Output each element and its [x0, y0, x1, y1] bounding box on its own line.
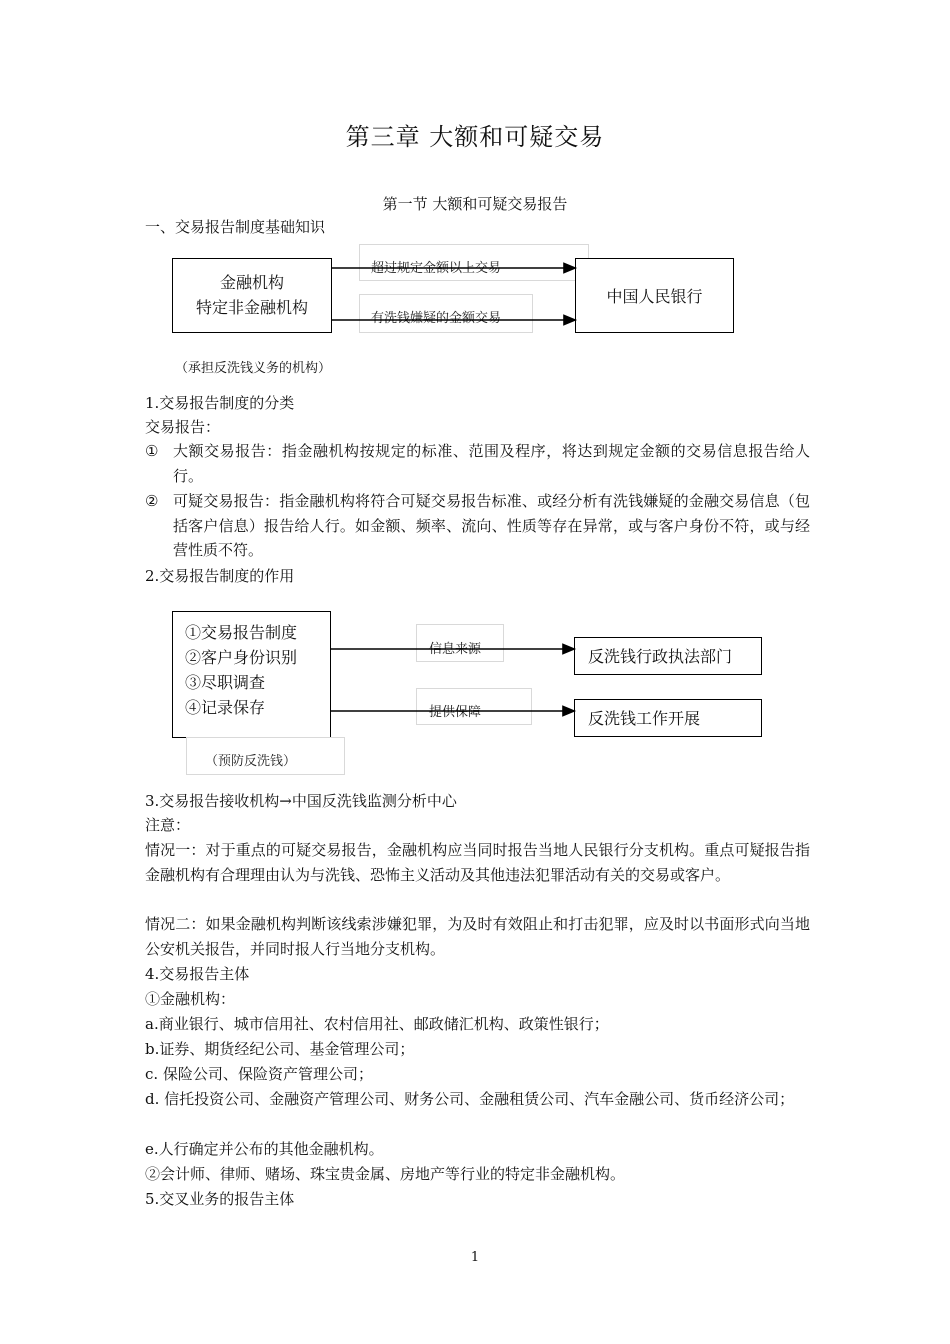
- s4-item-d: d. 信托投资公司、金融资产管理公司、财务公司、金融租赁公司、汽车金融公司、货币经济公司；: [145, 1090, 795, 1108]
- heading-basics: 一、交易报告制度基础知识: [145, 218, 326, 236]
- arrow-head: [563, 707, 574, 716]
- s3-title: 3.交易报告接收机构→中国反洗钱监测分析中心: [145, 792, 457, 810]
- s3-note: 注意：: [145, 816, 191, 834]
- s1-subtitle: 交易报告：: [145, 418, 221, 436]
- s5-title: 5.交叉业务的报告主体: [145, 1190, 295, 1208]
- arrow-label-large-amount: 超过规定金额以上交易: [359, 244, 589, 281]
- pboc-box: 中国人民银行: [575, 258, 734, 333]
- section-title: 第一节 大额和可疑交易报告: [382, 195, 568, 213]
- s4-item-b: b.证券、期货经纪公司、基金管理公司；: [145, 1040, 415, 1058]
- arrow-label-suspicious: 有洗钱嫌疑的金额交易: [359, 294, 533, 333]
- s1-title: 1.交易报告制度的分类: [145, 394, 295, 412]
- s4-item-a: a.商业银行、城市信用社、农村信用社、邮政储汇机构、政策性银行；: [145, 1015, 609, 1033]
- chapter-title: 第三章 大额和可疑交易: [345, 123, 605, 151]
- item-text: 可疑交易报告：指金融机构将符合可疑交易报告标准、或经分析有洗钱嫌疑的金融交易信息（包括客户信息）报告给人行。如金额、频率、流向、性质等存在异常，或与客户身份不符，或与经营性质不符。: [173, 492, 810, 559]
- measure-item: ①交易报告制度: [185, 623, 298, 642]
- item-number: ①: [145, 442, 159, 460]
- measure-item: ③尽职调查: [185, 673, 266, 692]
- arrow-head: [564, 316, 575, 325]
- s3-case1: 情况一：对于重点的可疑交易报告，金融机构应当同时报告当地人民银行分支机构。重点可疑报告指金融机构有合理理由认为与洗钱、恐怖主义活动及其他违法犯罪活动有关的交易或客户。: [145, 841, 810, 884]
- arrow-head: [563, 645, 574, 654]
- arrow-head: [564, 264, 575, 273]
- arrow-label-guarantee: 提供保障: [416, 688, 532, 725]
- enforcement-box: 反洗钱行政执法部门: [574, 637, 762, 675]
- aml-work-box: 反洗钱工作开展: [574, 699, 762, 737]
- institutions-caption: （承担反洗钱义务的机构）: [175, 361, 332, 376]
- institutions-line2: 特定非金融机构: [195, 298, 308, 317]
- s2-title: 2.交易报告制度的作用: [145, 567, 295, 585]
- institutions-line1: 金融机构: [219, 273, 284, 292]
- s4-item-e: e.人行确定并公布的其他金融机构。: [145, 1140, 384, 1158]
- s3-case2: 情况二：如果金融机构判断该线索涉嫌犯罪，为及时有效阻止和打击犯罪，应及时以书面形式向当地公安机关报告，并同时报人行当地分支机构。: [145, 915, 810, 958]
- s4-item-c: c. 保险公司、保险资产管理公司；: [145, 1065, 373, 1083]
- item-number: ②: [145, 492, 159, 510]
- item-text: 大额交易报告：指金融机构按规定的标准、范围及程序，将达到规定金额的交易信息报告给人行。: [173, 442, 810, 485]
- s4-title: 4.交易报告主体: [145, 965, 250, 983]
- measures-caption: （预防反洗钱）: [186, 737, 345, 775]
- measure-item: ④记录保存: [185, 698, 266, 717]
- measure-item: ②客户身份识别: [185, 648, 298, 667]
- s4-financial: ①金融机构：: [145, 990, 236, 1008]
- arrow-label-info-source: 信息来源: [416, 624, 504, 662]
- page-number: 1: [470, 1250, 480, 1265]
- s4-nonfinancial: ②会计师、律师、赌场、珠宝贵金属、房地产等行业的特定非金融机构。: [145, 1165, 626, 1183]
